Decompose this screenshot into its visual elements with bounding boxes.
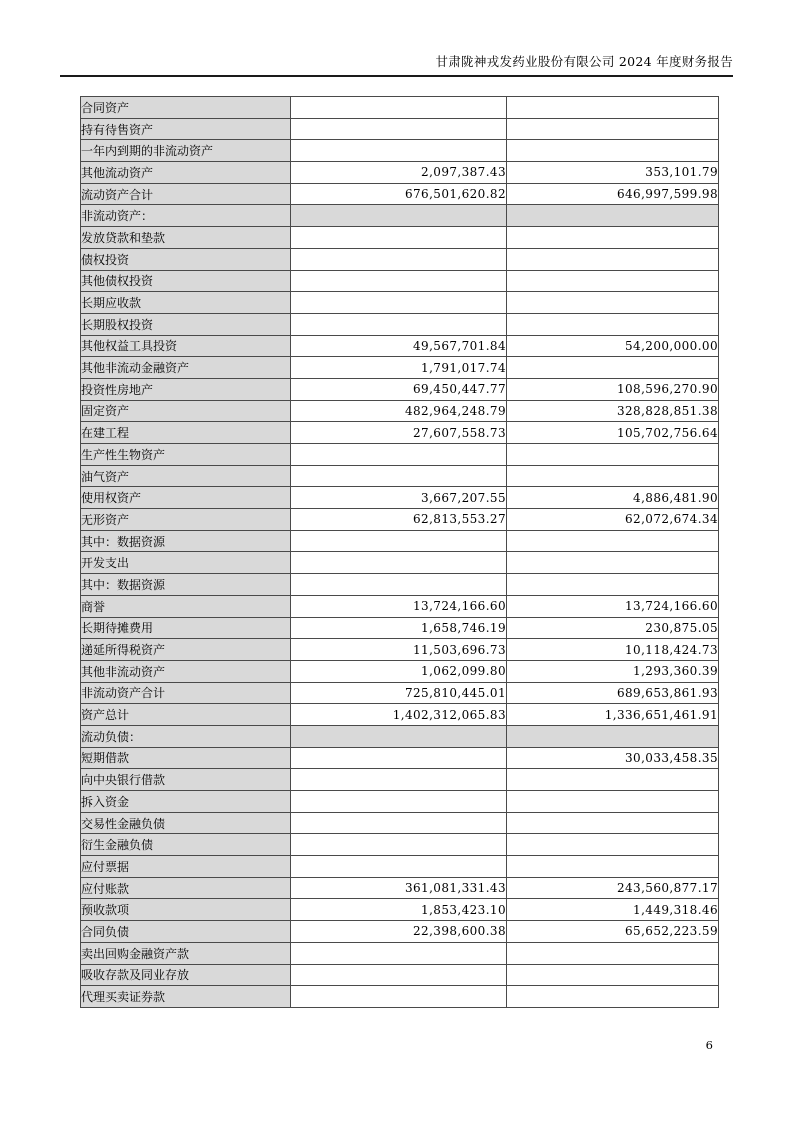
- item-label-cell: 吸收存款及同业存放: [81, 964, 291, 986]
- item-label-cell: 开发支出: [81, 552, 291, 574]
- table-row: [81, 400, 719, 422]
- item-label-cell: 长期股权投资: [81, 313, 291, 335]
- prior-period-value-cell: 13,724,166.60: [507, 595, 719, 617]
- prior-period-value-cell: 1,293,360.39: [507, 660, 719, 682]
- item-label-cell: 应付票据: [81, 856, 291, 878]
- current-period-value-cell: 1,853,423.10: [291, 899, 507, 921]
- table-row: [81, 335, 719, 357]
- table-row: [81, 682, 719, 704]
- current-period-value-cell: [291, 205, 507, 227]
- current-period-value-cell: 676,501,620.82: [291, 183, 507, 205]
- item-label-cell: 衍生金融负债: [81, 834, 291, 856]
- table-row: [81, 140, 719, 162]
- current-period-value-cell: 2,097,387.43: [291, 162, 507, 184]
- item-label-cell: 一年内到期的非流动资产: [81, 140, 291, 162]
- current-period-value-cell: [291, 140, 507, 162]
- prior-period-value-cell: 30,033,458.35: [507, 747, 719, 769]
- item-label-cell: 其他债权投资: [81, 270, 291, 292]
- prior-period-value-cell: 1,449,318.46: [507, 899, 719, 921]
- table-row: [81, 595, 719, 617]
- item-label-cell: 长期应收款: [81, 292, 291, 314]
- item-label-cell: 拆入资金: [81, 791, 291, 813]
- item-label-cell: 应付账款: [81, 877, 291, 899]
- prior-period-value-cell: [507, 465, 719, 487]
- table-row: [81, 465, 719, 487]
- prior-period-value-cell: [507, 856, 719, 878]
- item-label-cell: 代理买卖证券款: [81, 986, 291, 1008]
- table-row: [81, 964, 719, 986]
- current-period-value-cell: [291, 313, 507, 335]
- prior-period-value-cell: 54,200,000.00: [507, 335, 719, 357]
- report-header-title: 甘肃陇神戎发药业股份有限公司 2024 年度财务报告: [435, 54, 733, 69]
- table-row: [81, 444, 719, 466]
- current-period-value-cell: 1,791,017.74: [291, 357, 507, 379]
- table-row: [81, 509, 719, 531]
- current-period-value-cell: 22,398,600.38: [291, 921, 507, 943]
- table-row: [81, 639, 719, 661]
- prior-period-value-cell: 243,560,877.17: [507, 877, 719, 899]
- prior-period-value-cell: [507, 227, 719, 249]
- current-period-value-cell: [291, 227, 507, 249]
- item-label-cell: 发放贷款和垫款: [81, 227, 291, 249]
- prior-period-value-cell: [507, 791, 719, 813]
- current-period-value-cell: 482,964,248.79: [291, 400, 507, 422]
- table-row: [81, 552, 719, 574]
- current-period-value-cell: [291, 574, 507, 596]
- prior-period-value-cell: 1,336,651,461.91: [507, 704, 719, 726]
- current-period-value-cell: [291, 444, 507, 466]
- current-period-value-cell: [291, 292, 507, 314]
- item-label-cell: 在建工程: [81, 422, 291, 444]
- current-period-value-cell: [291, 725, 507, 747]
- current-period-value-cell: [291, 747, 507, 769]
- balance-sheet-table-body: [81, 97, 719, 1008]
- current-period-value-cell: 1,658,746.19: [291, 617, 507, 639]
- table-row: [81, 183, 719, 205]
- table-row: [81, 97, 719, 119]
- table-row: [81, 118, 719, 140]
- table-row: [81, 791, 719, 813]
- prior-period-value-cell: [507, 97, 719, 119]
- table-row: [81, 248, 719, 270]
- table-row: [81, 899, 719, 921]
- current-period-value-cell: [291, 97, 507, 119]
- prior-period-value-cell: 10,118,424.73: [507, 639, 719, 661]
- prior-period-value-cell: [507, 769, 719, 791]
- table-row: [81, 834, 719, 856]
- prior-period-value-cell: 4,886,481.90: [507, 487, 719, 509]
- current-period-value-cell: 725,810,445.01: [291, 682, 507, 704]
- prior-period-value-cell: [507, 270, 719, 292]
- prior-period-value-cell: [507, 248, 719, 270]
- prior-period-value-cell: 230,875.05: [507, 617, 719, 639]
- item-label-cell: 流动资产合计: [81, 183, 291, 205]
- table-row: [81, 205, 719, 227]
- item-label-cell: 其他流动资产: [81, 162, 291, 184]
- table-row: [81, 660, 719, 682]
- item-label-cell: 生产性生物资产: [81, 444, 291, 466]
- prior-period-value-cell: [507, 140, 719, 162]
- item-label-cell: 流动负债：: [81, 725, 291, 747]
- item-label-cell: 其中：数据资源: [81, 530, 291, 552]
- table-row: [81, 422, 719, 444]
- current-period-value-cell: 1,062,099.80: [291, 660, 507, 682]
- current-period-value-cell: [291, 465, 507, 487]
- table-row: [81, 856, 719, 878]
- table-row: [81, 292, 719, 314]
- prior-period-value-cell: 353,101.79: [507, 162, 719, 184]
- prior-period-value-cell: [507, 574, 719, 596]
- current-period-value-cell: 13,724,166.60: [291, 595, 507, 617]
- item-label-cell: 交易性金融负债: [81, 812, 291, 834]
- prior-period-value-cell: [507, 357, 719, 379]
- item-label-cell: 债权投资: [81, 248, 291, 270]
- table-row: [81, 921, 719, 943]
- prior-period-value-cell: [507, 530, 719, 552]
- item-label-cell: 短期借款: [81, 747, 291, 769]
- table-row: [81, 574, 719, 596]
- item-label-cell: 其他非流动资产: [81, 660, 291, 682]
- current-period-value-cell: 3,667,207.55: [291, 487, 507, 509]
- item-label-cell: 投资性房地产: [81, 378, 291, 400]
- item-label-cell: 使用权资产: [81, 487, 291, 509]
- prior-period-value-cell: [507, 444, 719, 466]
- table-row: [81, 769, 719, 791]
- table-row: [81, 704, 719, 726]
- item-label-cell: 合同资产: [81, 97, 291, 119]
- table-row: [81, 313, 719, 335]
- prior-period-value-cell: [507, 725, 719, 747]
- prior-period-value-cell: [507, 118, 719, 140]
- prior-period-value-cell: [507, 812, 719, 834]
- item-label-cell: 固定资产: [81, 400, 291, 422]
- table-row: [81, 812, 719, 834]
- table-row: [81, 725, 719, 747]
- prior-period-value-cell: [507, 313, 719, 335]
- prior-period-value-cell: [507, 942, 719, 964]
- table-row: [81, 747, 719, 769]
- prior-period-value-cell: 328,828,851.38: [507, 400, 719, 422]
- current-period-value-cell: [291, 986, 507, 1008]
- balance-sheet-table: [80, 96, 719, 1008]
- prior-period-value-cell: [507, 552, 719, 574]
- current-period-value-cell: [291, 791, 507, 813]
- item-label-cell: 合同负债: [81, 921, 291, 943]
- prior-period-value-cell: 105,702,756.64: [507, 422, 719, 444]
- header-rule: [60, 75, 733, 77]
- item-label-cell: 其他权益工具投资: [81, 335, 291, 357]
- current-period-value-cell: [291, 812, 507, 834]
- current-period-value-cell: 27,607,558.73: [291, 422, 507, 444]
- table-row: [81, 530, 719, 552]
- page-number: 6: [705, 1038, 713, 1052]
- current-period-value-cell: [291, 942, 507, 964]
- table-row: [81, 162, 719, 184]
- prior-period-value-cell: [507, 292, 719, 314]
- prior-period-value-cell: [507, 986, 719, 1008]
- prior-period-value-cell: 65,652,223.59: [507, 921, 719, 943]
- item-label-cell: 其中：数据资源: [81, 574, 291, 596]
- item-label-cell: 商誉: [81, 595, 291, 617]
- item-label-cell: 油气资产: [81, 465, 291, 487]
- current-period-value-cell: 361,081,331.43: [291, 877, 507, 899]
- current-period-value-cell: [291, 270, 507, 292]
- current-period-value-cell: 11,503,696.73: [291, 639, 507, 661]
- prior-period-value-cell: 689,653,861.93: [507, 682, 719, 704]
- item-label-cell: 非流动资产：: [81, 205, 291, 227]
- table-row: [81, 877, 719, 899]
- item-label-cell: 资产总计: [81, 704, 291, 726]
- current-period-value-cell: 69,450,447.77: [291, 378, 507, 400]
- item-label-cell: 其他非流动金融资产: [81, 357, 291, 379]
- item-label-cell: 非流动资产合计: [81, 682, 291, 704]
- table-row: [81, 617, 719, 639]
- table-row: [81, 270, 719, 292]
- prior-period-value-cell: [507, 964, 719, 986]
- item-label-cell: 长期待摊费用: [81, 617, 291, 639]
- current-period-value-cell: 62,813,553.27: [291, 509, 507, 531]
- item-label-cell: 递延所得税资产: [81, 639, 291, 661]
- current-period-value-cell: [291, 856, 507, 878]
- table-row: [81, 942, 719, 964]
- item-label-cell: 向中央银行借款: [81, 769, 291, 791]
- prior-period-value-cell: 108,596,270.90: [507, 378, 719, 400]
- item-label-cell: 无形资产: [81, 509, 291, 531]
- prior-period-value-cell: 646,997,599.98: [507, 183, 719, 205]
- item-label-cell: 持有待售资产: [81, 118, 291, 140]
- table-row: [81, 487, 719, 509]
- table-row: [81, 986, 719, 1008]
- current-period-value-cell: [291, 530, 507, 552]
- current-period-value-cell: [291, 248, 507, 270]
- table-row: [81, 227, 719, 249]
- prior-period-value-cell: [507, 205, 719, 227]
- current-period-value-cell: [291, 552, 507, 574]
- prior-period-value-cell: 62,072,674.34: [507, 509, 719, 531]
- current-period-value-cell: [291, 964, 507, 986]
- prior-period-value-cell: [507, 834, 719, 856]
- current-period-value-cell: 49,567,701.84: [291, 335, 507, 357]
- item-label-cell: 预收款项: [81, 899, 291, 921]
- current-period-value-cell: [291, 834, 507, 856]
- table-row: [81, 378, 719, 400]
- current-period-value-cell: [291, 769, 507, 791]
- current-period-value-cell: [291, 118, 507, 140]
- item-label-cell: 卖出回购金融资产款: [81, 942, 291, 964]
- table-row: [81, 357, 719, 379]
- current-period-value-cell: 1,402,312,065.83: [291, 704, 507, 726]
